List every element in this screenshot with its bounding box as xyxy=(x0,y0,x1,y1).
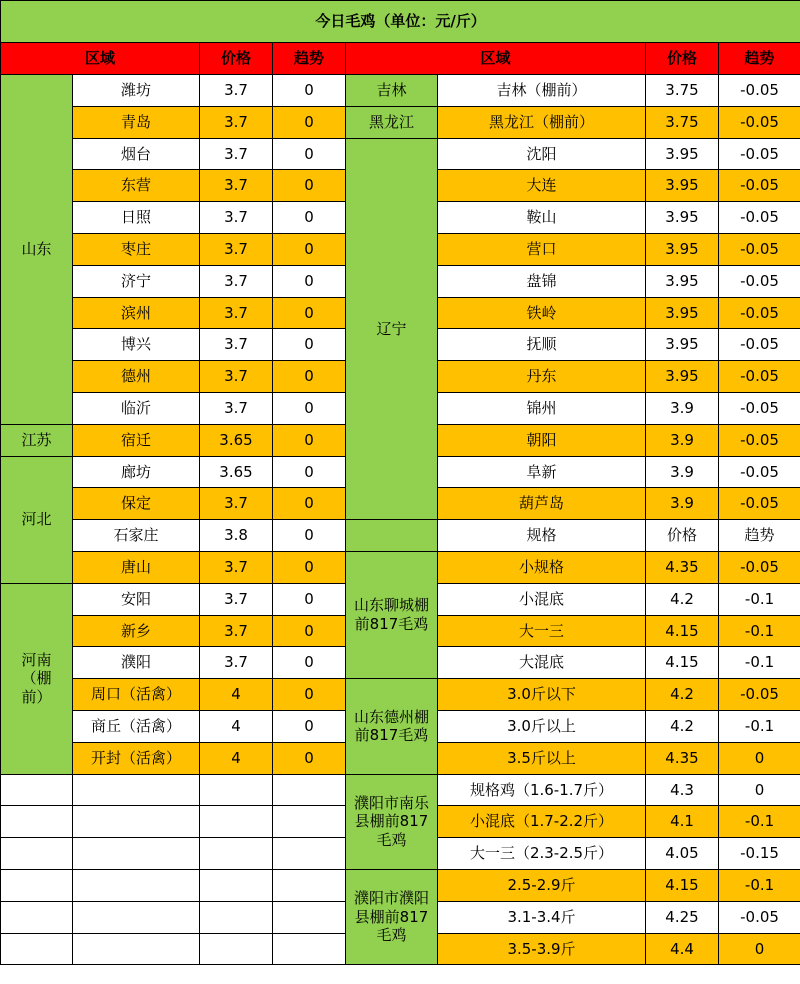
region-label-right: 黑龙江 xyxy=(346,106,438,138)
price-value: 3.95 xyxy=(646,170,719,202)
price-value: 3.95 xyxy=(646,202,719,234)
empty-city-cell xyxy=(73,838,200,870)
trend-value: 0 xyxy=(719,774,800,806)
item-name: 3.5斤以上 xyxy=(438,742,646,774)
item-name: 黑龙江（棚前） xyxy=(438,106,646,138)
item-name: 3.5-3.9斤 xyxy=(438,933,646,965)
table-row xyxy=(1,520,800,552)
trend-value: 0 xyxy=(273,456,346,488)
city-name: 潍坊 xyxy=(73,75,200,107)
trend-value: -0.1 xyxy=(719,647,800,679)
trend-value: 0 xyxy=(273,106,346,138)
city-name: 濮阳 xyxy=(73,647,200,679)
region-label-right: 吉林 xyxy=(346,75,438,107)
price-value: 3.7 xyxy=(200,615,273,647)
price-value: 4 xyxy=(200,742,273,774)
trend-value: 0 xyxy=(273,138,346,170)
empty-price-cell xyxy=(200,933,273,965)
city-name: 东营 xyxy=(73,170,200,202)
item-name: 抚顺 xyxy=(438,329,646,361)
item-name: 锦州 xyxy=(438,392,646,424)
empty-trend-cell xyxy=(273,933,346,965)
item-name: 朝阳 xyxy=(438,424,646,456)
price-value: 4.15 xyxy=(646,869,719,901)
trend-value: -0.05 xyxy=(719,679,800,711)
price-value: 3.7 xyxy=(200,488,273,520)
price-value: 3.7 xyxy=(200,170,273,202)
trend-value: 0 xyxy=(273,329,346,361)
empty-region-cell xyxy=(1,933,73,965)
trend-value: 0 xyxy=(273,202,346,234)
price-value: 4.3 xyxy=(646,774,719,806)
trend-value: -0.05 xyxy=(719,392,800,424)
price-value: 4.2 xyxy=(646,679,719,711)
item-name: 大连 xyxy=(438,170,646,202)
item-name: 吉林（棚前） xyxy=(438,75,646,107)
trend-value: 0 xyxy=(273,647,346,679)
city-name: 滨州 xyxy=(73,297,200,329)
city-name: 烟台 xyxy=(73,138,200,170)
trend-value: -0.05 xyxy=(719,170,800,202)
trend-value: 0 xyxy=(273,361,346,393)
trend-value: -0.05 xyxy=(719,456,800,488)
city-name: 廊坊 xyxy=(73,456,200,488)
price-value: 3.7 xyxy=(200,202,273,234)
trend-value: 0 xyxy=(273,488,346,520)
empty-trend-cell xyxy=(273,774,346,806)
empty-city-cell xyxy=(73,901,200,933)
price-value: 3.9 xyxy=(646,392,719,424)
header-price-left: 价格 xyxy=(200,43,273,75)
trend-value: -0.1 xyxy=(719,710,800,742)
trend-value: -0.05 xyxy=(719,138,800,170)
empty-city-cell xyxy=(73,806,200,838)
region-label-right: 濮阳市濮阳县棚前817毛鸡 xyxy=(346,869,438,964)
city-name: 德州 xyxy=(73,361,200,393)
trend-value: -0.05 xyxy=(719,202,800,234)
price-value: 4.2 xyxy=(646,710,719,742)
trend-value: 0 xyxy=(273,297,346,329)
trend-value: 0 xyxy=(273,265,346,297)
price-value: 3.9 xyxy=(646,456,719,488)
empty-price-cell xyxy=(200,838,273,870)
price-value: 4.15 xyxy=(646,615,719,647)
trend-value: -0.05 xyxy=(719,265,800,297)
price-value: 3.7 xyxy=(200,392,273,424)
item-name: 鞍山 xyxy=(438,202,646,234)
city-name: 枣庄 xyxy=(73,233,200,265)
price-value: 4.25 xyxy=(646,901,719,933)
empty-trend-cell xyxy=(273,838,346,870)
price-value: 3.75 xyxy=(646,75,719,107)
city-name: 石家庄 xyxy=(73,520,200,552)
item-name: 3.0斤以上 xyxy=(438,710,646,742)
region-label-left: 江苏 xyxy=(1,424,73,456)
empty-price-cell xyxy=(200,774,273,806)
city-name: 日照 xyxy=(73,202,200,234)
price-value: 价格 xyxy=(646,520,719,552)
price-value: 4 xyxy=(200,710,273,742)
price-value: 3.65 xyxy=(200,456,273,488)
trend-value: 0 xyxy=(719,933,800,965)
table-row xyxy=(1,869,800,901)
trend-value: -0.05 xyxy=(719,901,800,933)
region-label-left: 山东 xyxy=(1,75,73,425)
table-row xyxy=(1,774,800,806)
table-row xyxy=(1,106,800,138)
trend-value: 0 xyxy=(273,170,346,202)
empty-region-cell xyxy=(1,774,73,806)
price-value: 4.05 xyxy=(646,838,719,870)
table-row xyxy=(1,679,800,711)
price-value: 3.7 xyxy=(200,75,273,107)
region-label-left: 河北 xyxy=(1,456,73,583)
price-value: 3.95 xyxy=(646,329,719,361)
price-value: 3.75 xyxy=(646,106,719,138)
city-name: 青岛 xyxy=(73,106,200,138)
trend-value: 0 xyxy=(273,551,346,583)
empty-trend-cell xyxy=(273,806,346,838)
region-label-right: 山东德州棚前817毛鸡 xyxy=(346,679,438,774)
item-name: 大一三（2.3-2.5斤） xyxy=(438,838,646,870)
item-name: 沈阳 xyxy=(438,138,646,170)
region-label-left: 河南（棚前） xyxy=(1,583,73,774)
price-value: 3.7 xyxy=(200,297,273,329)
price-value: 4.35 xyxy=(646,551,719,583)
price-value: 4.4 xyxy=(646,933,719,965)
empty-region-cell xyxy=(1,806,73,838)
price-value: 3.7 xyxy=(200,106,273,138)
empty-region-cell xyxy=(1,869,73,901)
item-name: 规格鸡（1.6-1.7斤） xyxy=(438,774,646,806)
trend-value: 0 xyxy=(273,742,346,774)
empty-city-cell xyxy=(73,869,200,901)
item-name: 营口 xyxy=(438,233,646,265)
table-row xyxy=(1,551,800,583)
trend-value: 0 xyxy=(273,710,346,742)
trend-value: 0 xyxy=(273,75,346,107)
table-row xyxy=(1,138,800,170)
trend-value: -0.15 xyxy=(719,838,800,870)
trend-value: -0.05 xyxy=(719,488,800,520)
region-label-right xyxy=(346,520,438,552)
trend-value: 0 xyxy=(273,233,346,265)
trend-value: -0.05 xyxy=(719,106,800,138)
region-label-right: 濮阳市南乐县棚前817毛鸡 xyxy=(346,774,438,869)
price-value: 3.95 xyxy=(646,138,719,170)
trend-value: 0 xyxy=(273,583,346,615)
table-title: 今日毛鸡（单位：元/斤） xyxy=(1,1,800,43)
price-value: 3.95 xyxy=(646,265,719,297)
city-name: 博兴 xyxy=(73,329,200,361)
city-name: 宿迁 xyxy=(73,424,200,456)
city-name: 周口（活禽） xyxy=(73,679,200,711)
price-value: 4.2 xyxy=(646,583,719,615)
table-row xyxy=(1,75,800,107)
empty-trend-cell xyxy=(273,869,346,901)
item-name: 大一三 xyxy=(438,615,646,647)
item-name: 葫芦岛 xyxy=(438,488,646,520)
price-value: 3.7 xyxy=(200,233,273,265)
item-name: 3.0斤以下 xyxy=(438,679,646,711)
item-name: 小混底 xyxy=(438,583,646,615)
city-name: 商丘（活禽） xyxy=(73,710,200,742)
header-price-right: 价格 xyxy=(646,43,719,75)
empty-city-cell xyxy=(73,933,200,965)
trend-value: 0 xyxy=(273,679,346,711)
city-name: 济宁 xyxy=(73,265,200,297)
trend-value: -0.05 xyxy=(719,297,800,329)
trend-value: -0.05 xyxy=(719,361,800,393)
empty-trend-cell xyxy=(273,901,346,933)
item-name: 小混底（1.7-2.2斤） xyxy=(438,806,646,838)
item-name: 铁岭 xyxy=(438,297,646,329)
price-value: 3.7 xyxy=(200,361,273,393)
price-value: 3.7 xyxy=(200,647,273,679)
item-name: 规格 xyxy=(438,520,646,552)
price-value: 4.1 xyxy=(646,806,719,838)
empty-price-cell xyxy=(200,901,273,933)
trend-value: 0 xyxy=(273,520,346,552)
price-value: 4 xyxy=(200,679,273,711)
trend-value: 0 xyxy=(273,424,346,456)
price-value: 3.7 xyxy=(200,551,273,583)
trend-value: 趋势 xyxy=(719,520,800,552)
header-trend-right: 趋势 xyxy=(719,43,800,75)
empty-region-cell xyxy=(1,901,73,933)
empty-region-cell xyxy=(1,838,73,870)
city-name: 新乡 xyxy=(73,615,200,647)
city-name: 开封（活禽） xyxy=(73,742,200,774)
price-value: 3.9 xyxy=(646,488,719,520)
price-value: 3.7 xyxy=(200,583,273,615)
city-name: 唐山 xyxy=(73,551,200,583)
price-value: 3.9 xyxy=(646,424,719,456)
item-name: 2.5-2.9斤 xyxy=(438,869,646,901)
price-value: 3.95 xyxy=(646,361,719,393)
trend-value: -0.05 xyxy=(719,424,800,456)
region-label-right: 辽宁 xyxy=(346,138,438,520)
city-name: 临沂 xyxy=(73,392,200,424)
price-value: 3.7 xyxy=(200,329,273,361)
price-value: 4.15 xyxy=(646,647,719,679)
item-name: 阜新 xyxy=(438,456,646,488)
trend-value: -0.1 xyxy=(719,806,800,838)
item-name: 丹东 xyxy=(438,361,646,393)
empty-city-cell xyxy=(73,774,200,806)
price-value: 3.8 xyxy=(200,520,273,552)
trend-value: -0.05 xyxy=(719,329,800,361)
region-label-right: 山东聊城棚前817毛鸡 xyxy=(346,551,438,678)
empty-price-cell xyxy=(200,869,273,901)
price-value: 3.7 xyxy=(200,138,273,170)
trend-value: -0.1 xyxy=(719,869,800,901)
trend-value: -0.05 xyxy=(719,551,800,583)
price-value: 3.95 xyxy=(646,233,719,265)
price-value: 3.65 xyxy=(200,424,273,456)
city-name: 保定 xyxy=(73,488,200,520)
price-value: 3.7 xyxy=(200,265,273,297)
item-name: 3.1-3.4斤 xyxy=(438,901,646,933)
price-value: 3.95 xyxy=(646,297,719,329)
header-region-right: 区域 xyxy=(346,43,646,75)
trend-value: -0.1 xyxy=(719,615,800,647)
trend-value: -0.1 xyxy=(719,583,800,615)
trend-value: -0.05 xyxy=(719,75,800,107)
trend-value: -0.05 xyxy=(719,233,800,265)
item-name: 大混底 xyxy=(438,647,646,679)
empty-price-cell xyxy=(200,806,273,838)
header-trend-left: 趋势 xyxy=(273,43,346,75)
header-region-left: 区域 xyxy=(1,43,200,75)
item-name: 盘锦 xyxy=(438,265,646,297)
city-name: 安阳 xyxy=(73,583,200,615)
trend-value: 0 xyxy=(273,615,346,647)
trend-value: 0 xyxy=(273,392,346,424)
trend-value: 0 xyxy=(719,742,800,774)
item-name: 小规格 xyxy=(438,551,646,583)
price-value: 4.35 xyxy=(646,742,719,774)
